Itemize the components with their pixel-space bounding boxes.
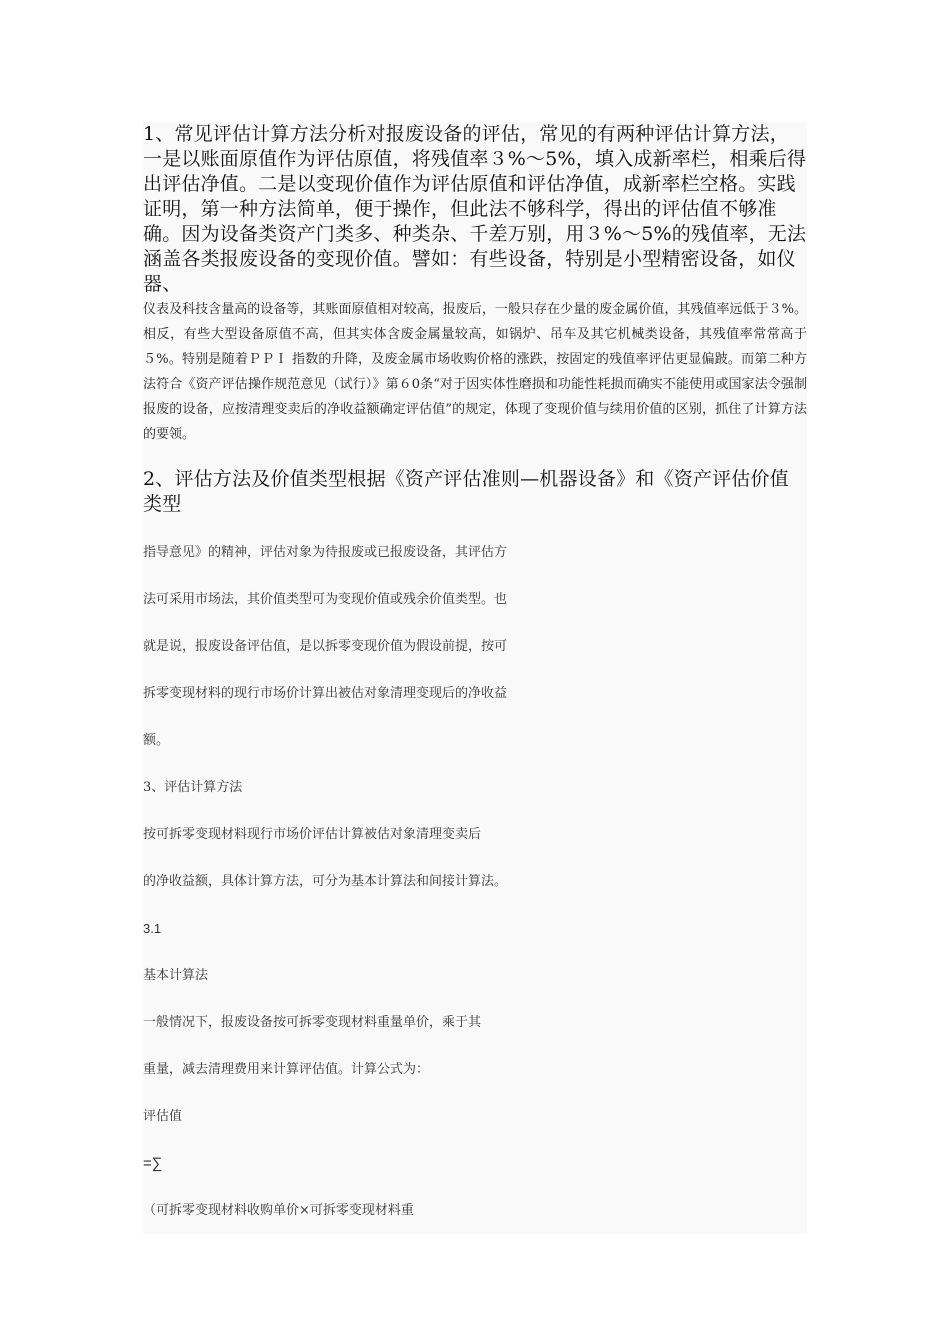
subsection-number: 3.1 [143, 920, 162, 936]
text-line: 一般情况下，报废设备按可拆零变现材料重量单价，乘于其 [143, 1014, 482, 1030]
section-3-heading: 3、评估计算方法 [143, 779, 243, 795]
text-line: 法可采用市场法，其价值类型可为变现价值或残余价值类型。也 [143, 591, 508, 607]
formula-text: （可拆零变现材料收购单价×可拆零变现材料重 [143, 1202, 414, 1218]
section-1-paragraph-large: 1、常见评估计算方法分析对报废设备的评估，常见的有两种评估计算方法，一是以账面原值作为评估原值，将残值率３%～5%，填入成新率栏，相乘后得出评估净值。二是以变现价值作为评估原值和评估净值，成新率栏空格。实践证明，第一种方法简单，便于操作，但此法不够科学，得出的评估值不够准确。因为设备类资产门类多、种类杂、千差万别，用３%～5%的残值率，无法涵盖各类报废设备的变现价值。譬如：有些设备，特别是小型精密设备，如仪器、 [143, 123, 807, 295]
subsection-title: 基本计算法 [143, 967, 209, 983]
text-line: 就是说，报废设备评估值，是以拆零变现价值为假设前提，按可 [143, 638, 508, 654]
formula-sum: =∑ [143, 1154, 163, 1172]
section-1-paragraph-small: 仪表及科技含量高的设备等，其账面原值相对较高，报废后，一般只存在少量的废金属价值，其残值率远低于３%。相反，有些大型设备原值不高，但其实体含废金属量较高，如锅炉、吊车及其它机械类设备，其残值率常常高于５%。特别是随着ＰＰＩ 指数的升降，及废金属市场收购价格的涨跌，按固定的残值率评估更显偏跛。而第二种方法符合《资产评估操作规范意见（试行）》第６0条“对于因实体性磨损和功能性耗损而确实不能使用或国家法令强制报废的设备，应按清理变卖后的净收益额确定评估值”的规定，体现了变现价值与续用价值的区别，抓住了计算方法的要领。 [143, 302, 807, 442]
text-line: 额。 [143, 732, 170, 748]
section-2-heading: 2、评估方法及价值类型根据《资产评估准则—机器设备》和《资产评估价值类型 [143, 468, 789, 515]
formula-label: 评估值 [143, 1108, 183, 1124]
text-line: 指导意见》的精神，评估对象为待报废或已报废设备，其评估方 [143, 544, 508, 560]
text-line: 重量，减去清理费用来计算评估值。计算公式为： [143, 1061, 430, 1077]
text-line: 的净收益额，具体计算方法，可分为基本计算法和间接计算法。 [143, 873, 508, 889]
text-line: 按可拆零变现材料现行市场价评估计算被估对象清理变卖后 [143, 826, 482, 842]
text-line: 拆零变现材料的现行市场价计算出被估对象清理变现后的净收益 [143, 685, 508, 701]
spacer [143, 517, 807, 529]
document-body [143, 122, 807, 1234]
